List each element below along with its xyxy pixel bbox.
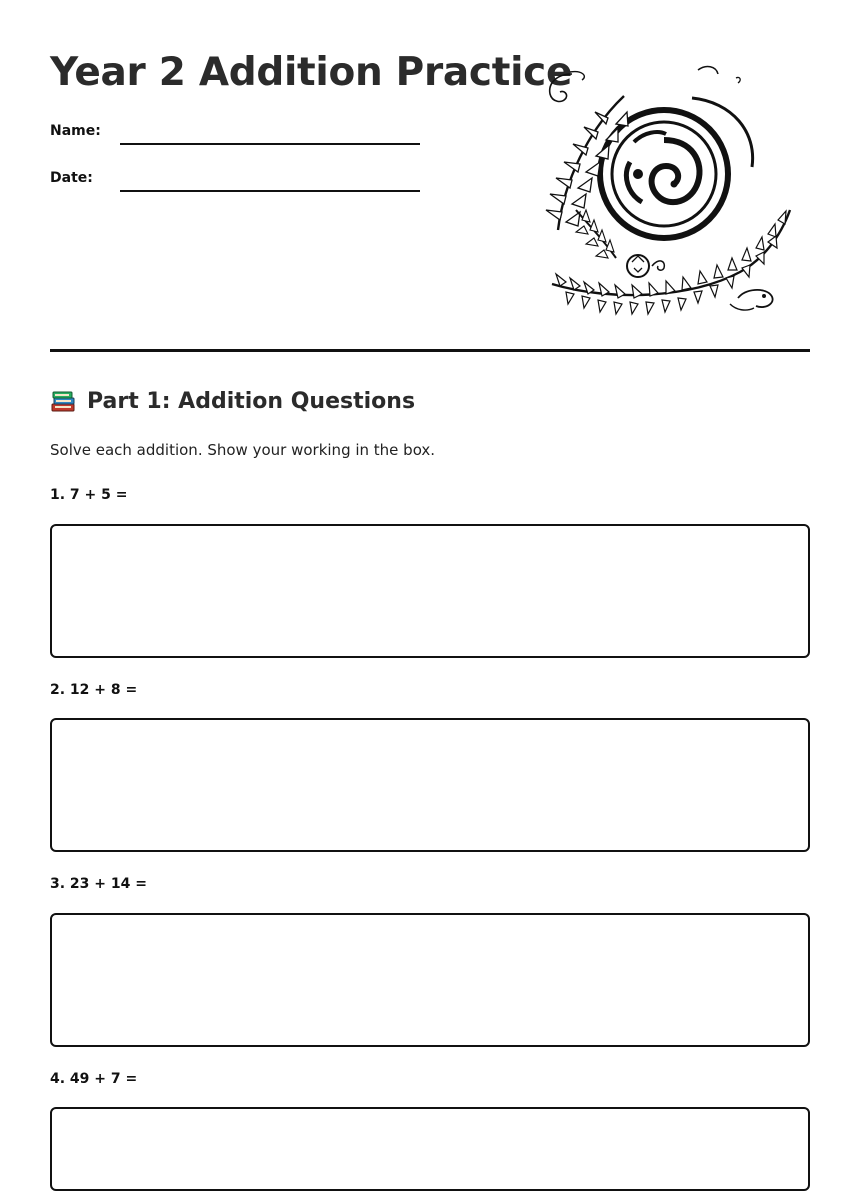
answer-box[interactable] — [50, 718, 810, 852]
instructions-text: Solve each addition. Show your working in the box. — [50, 441, 436, 459]
date-label: Date: — [50, 170, 93, 186]
worksheet-header — [50, 0, 810, 352]
question-label: 2. 12 + 8 = — [50, 682, 138, 698]
question-label: 1. 7 + 5 = — [50, 487, 128, 503]
answer-box[interactable] — [50, 524, 810, 658]
name-field[interactable] — [120, 143, 420, 145]
koru-fern-emblem-icon — [542, 62, 792, 324]
question-label: 3. 23 + 14 = — [50, 876, 147, 892]
section-title-text: Part 1: Addition Questions — [87, 388, 416, 414]
date-field[interactable] — [120, 190, 420, 192]
question-label: 4. 49 + 7 = — [50, 1071, 138, 1087]
books-icon — [50, 388, 76, 414]
answer-box[interactable] — [50, 913, 810, 1047]
name-label: Name: — [50, 123, 101, 139]
page-title: Year 2 Addition Practice — [50, 50, 573, 95]
answer-box[interactable] — [50, 1107, 810, 1191]
header-divider — [50, 349, 810, 352]
section-title — [50, 388, 415, 414]
